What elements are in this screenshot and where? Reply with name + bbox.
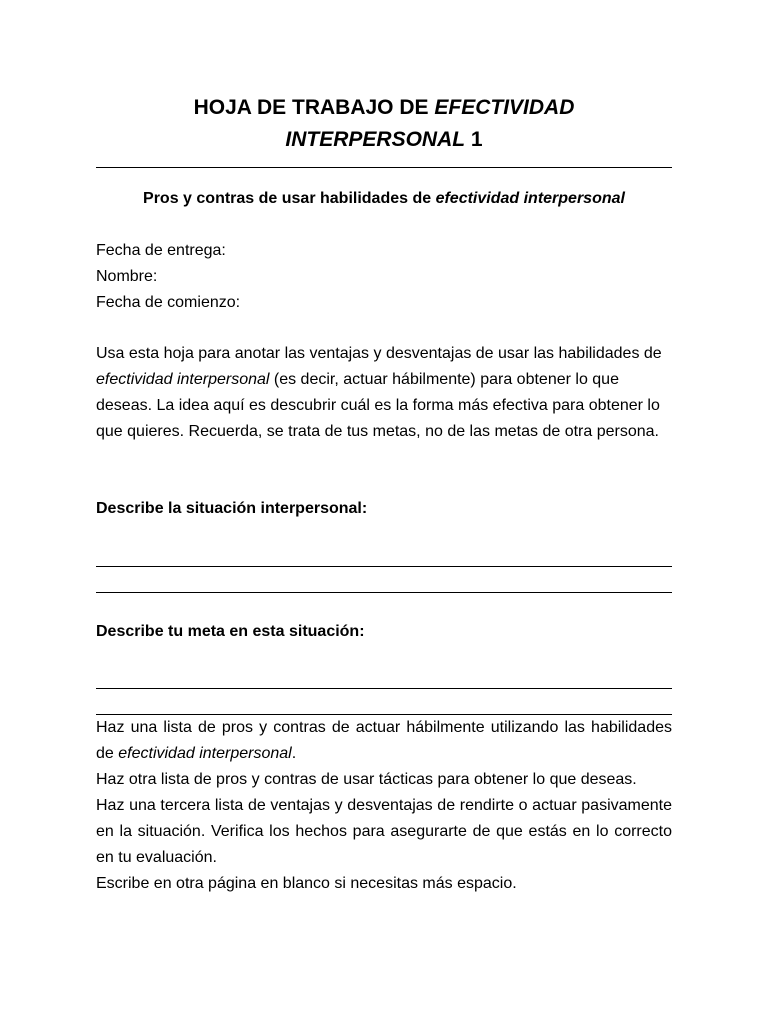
intro-paragraph: Usa esta hoja para anotar las ventajas y desventajas de usar las habilidades de efectividad interpersonal (es decir, actuar hábilmente) para obtener lo que deseas. La idea aquí es descubrir cuál es la forma más efectiva para obtener lo que quieres. Recuerda, se trata de tus metas, no de las metas de otra persona. — [96, 345, 662, 440]
situation-answer-line-1[interactable] — [96, 566, 672, 567]
title-divider — [96, 167, 672, 168]
situation-answer-line-2[interactable] — [96, 592, 672, 593]
instructions-list — [96, 715, 672, 897]
instruction-item-3: Haz una tercera lista de ventajas y desventajas de rendirte o actuar pasivamente en la situación. Verifica los hechos para asegurarte de que estás en lo correcto en tu evaluación. — [96, 797, 672, 866]
instruction-item-4: Escribe en otra página en blanco si necesitas más espacio. — [96, 875, 517, 892]
instruction-item-1: Haz una lista de pros y contras de actuar hábilmente utilizando las habilidades de efectividad interpersonal. — [96, 719, 672, 762]
goal-answer-line-1[interactable] — [96, 688, 672, 689]
name-field[interactable]: Nombre: — [96, 268, 158, 285]
goal-heading: Describe tu meta en esta situación: — [96, 623, 365, 640]
title-line-2: INTERPERSONAL 1 — [285, 128, 483, 151]
due-date-field[interactable]: Fecha de entrega: — [96, 242, 226, 259]
instruction-item-2: Haz otra lista de pros y contras de usar tácticas para obtener lo que deseas. — [96, 771, 637, 788]
subtitle: Pros y contras de usar habilidades de efectividad interpersonal — [143, 190, 625, 207]
page-title — [96, 92, 672, 156]
start-date-field[interactable]: Fecha de comienzo: — [96, 294, 241, 311]
situation-heading: Describe la situación interpersonal: — [96, 500, 368, 517]
title-line-1: HOJA DE TRABAJO DE EFECTIVIDAD — [193, 96, 575, 119]
header-fields — [96, 238, 240, 316]
